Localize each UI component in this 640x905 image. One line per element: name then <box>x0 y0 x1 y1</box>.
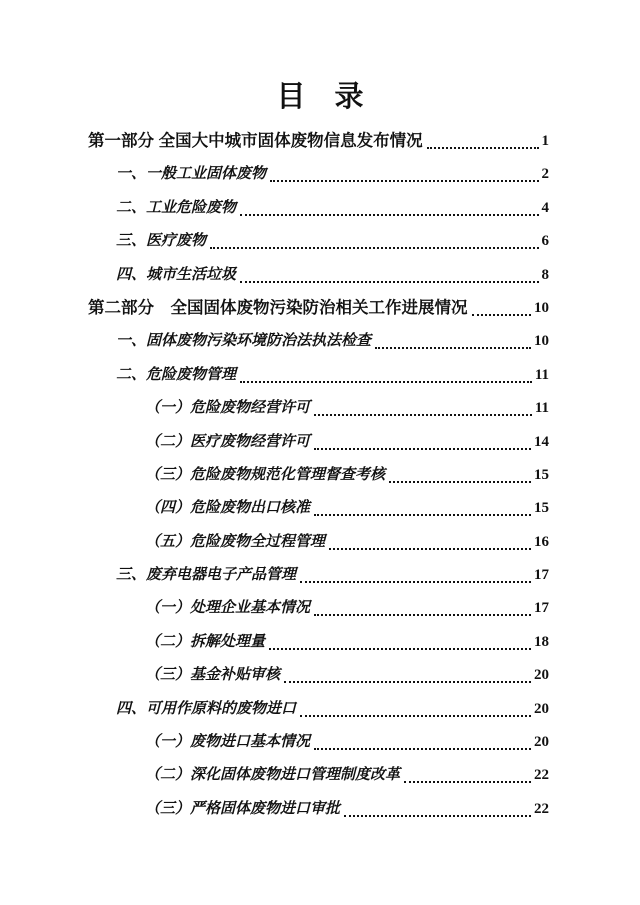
toc-entry <box>88 359 549 392</box>
dot-leader <box>314 426 531 450</box>
dot-leader <box>472 292 532 316</box>
toc-entry-page: 16 <box>534 533 549 550</box>
toc-entry <box>88 559 549 592</box>
toc-entry <box>88 592 549 625</box>
toc-entry-page: 8 <box>541 266 549 283</box>
dot-leader <box>270 158 538 182</box>
toc-entry-label: （五）危险废物全过程管理 <box>145 533 326 550</box>
toc-entry <box>88 192 549 225</box>
toc-entry-label: （三）危险废物规范化管理督查考核 <box>145 466 386 483</box>
toc-entry-label: （二）医疗废物经营许可 <box>145 433 311 450</box>
toc-entry-page: 22 <box>534 800 549 817</box>
toc-entry-page: 10 <box>534 299 549 316</box>
toc-entry-page: 20 <box>534 667 549 684</box>
toc-entry-label: 第二部分 全国固体废物污染防治相关工作进展情况 <box>88 298 468 317</box>
dot-leader <box>404 759 531 783</box>
toc-entry-page: 20 <box>534 700 549 717</box>
dot-leader <box>284 659 531 683</box>
toc-entry-page: 6 <box>541 233 549 250</box>
toc-entry-label: （一）废物进口基本情况 <box>145 734 311 751</box>
toc-entry-label: （二）深化固体废物进口管理制度改革 <box>145 767 401 784</box>
toc-title: 目 录 <box>276 81 364 113</box>
toc-entry-page: 4 <box>541 199 549 216</box>
toc-entry-label: （三）严格固体废物进口审批 <box>145 800 341 817</box>
dot-leader <box>210 225 538 249</box>
dot-leader <box>375 325 531 349</box>
toc-entry <box>88 125 549 158</box>
toc-entry-page: 15 <box>534 466 549 483</box>
toc-entry-label: 二、工业危险废物 <box>116 199 237 216</box>
toc-entry-label: 三、废弃电器电子产品管理 <box>116 567 297 584</box>
toc-entry-label: （四）危险废物出口核准 <box>145 500 311 517</box>
toc-entry-page: 10 <box>534 333 549 350</box>
toc-entry-label: （一）处理企业基本情况 <box>145 600 311 617</box>
dot-leader <box>427 125 539 149</box>
toc-entry-page: 11 <box>534 400 549 417</box>
toc-entry-page: 20 <box>534 734 549 751</box>
dot-leader <box>240 192 538 216</box>
dot-leader <box>329 526 531 550</box>
dot-leader <box>389 459 531 483</box>
toc-entry <box>88 459 549 492</box>
toc-entry-label: 四、可用作原料的废物进口 <box>116 700 297 717</box>
toc-entry-page: 15 <box>534 500 549 517</box>
toc-entry-page: 14 <box>534 433 549 450</box>
toc-entry <box>88 426 549 459</box>
toc-entry-label: 第一部分 全国大中城市固体废物信息发布情况 <box>88 132 423 150</box>
dot-leader <box>314 492 531 516</box>
toc-entry <box>88 292 549 325</box>
toc-entry-label: （一）危险废物经营许可 <box>145 400 311 417</box>
toc-entry <box>88 526 549 559</box>
toc-entry-label: （三）基金补贴审核 <box>145 667 281 684</box>
toc-entry <box>88 693 549 726</box>
toc-entry-page: 2 <box>541 166 549 183</box>
toc-entry-label: 二、危险废物管理 <box>116 366 237 383</box>
toc-entry <box>88 759 549 792</box>
dot-leader <box>300 559 531 583</box>
dot-leader <box>240 359 532 383</box>
toc-entry-page: 18 <box>534 633 549 650</box>
toc-entry-page: 17 <box>534 600 549 617</box>
dot-leader <box>240 259 538 283</box>
toc-entry-label: 三、医疗废物 <box>116 233 207 250</box>
dot-leader <box>314 726 531 750</box>
dot-leader <box>314 392 532 416</box>
dot-leader <box>344 793 531 817</box>
toc-entry-page: 22 <box>534 767 549 784</box>
toc-entry <box>88 225 549 258</box>
dot-leader <box>300 693 531 717</box>
toc-entry <box>88 158 549 191</box>
toc-entry <box>88 793 549 826</box>
toc-entry-label: 四、城市生活垃圾 <box>116 266 237 283</box>
toc-entry-label: （二）拆解处理量 <box>145 633 266 650</box>
toc-entry <box>88 392 549 425</box>
toc-entry-page: 11 <box>534 366 549 383</box>
toc-entry-label: 一、一般工业固体废物 <box>116 166 267 183</box>
toc-entry <box>88 325 549 358</box>
toc-entry-label: 一、固体废物污染环境防治法执法检查 <box>116 333 372 350</box>
toc-entry <box>88 659 549 692</box>
toc-entry <box>88 726 549 759</box>
dot-leader <box>269 626 531 650</box>
toc-entry <box>88 626 549 659</box>
dot-leader <box>314 592 531 616</box>
toc-entry <box>88 259 549 292</box>
toc-entry-page: 1 <box>541 133 549 149</box>
toc-list <box>0 125 640 826</box>
toc-entry-page: 17 <box>534 567 549 584</box>
toc-entry <box>88 492 549 525</box>
